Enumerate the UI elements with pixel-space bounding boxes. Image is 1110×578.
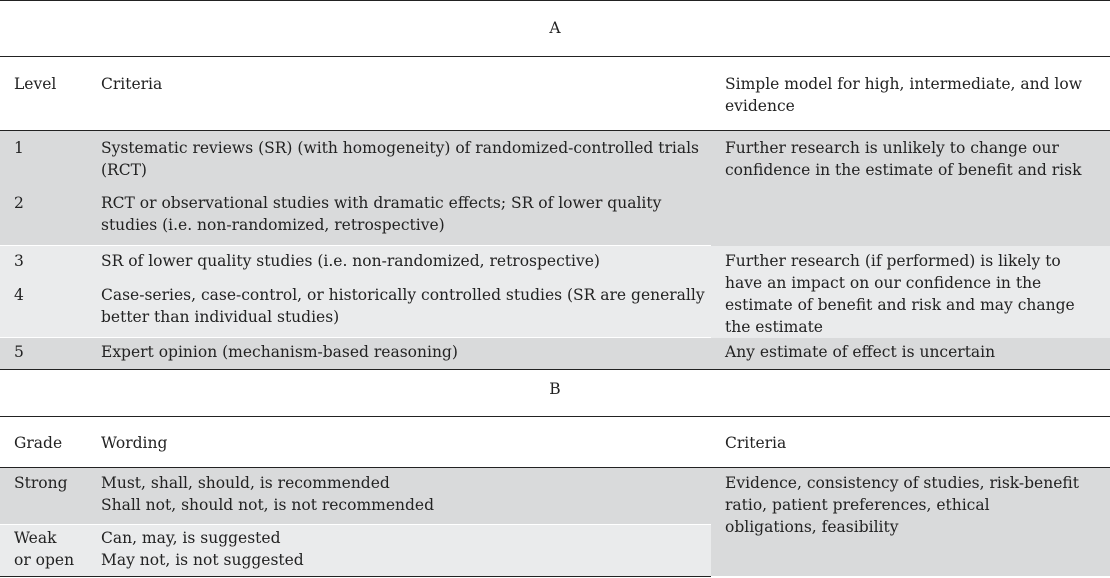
header-grade: Grade — [0, 417, 101, 468]
criteria-cell: Systematic reviews (SR) (with homogeneity) of randomized-controlled trials (RCT) — [101, 131, 711, 182]
criteria-cell: SR of lower quality studies (i.e. non-randomized, retrospective) — [101, 246, 711, 273]
header-wording: Wording — [101, 417, 711, 468]
section-header-row — [0, 362, 1110, 417]
wording-line: Must, shall, should, is recommended — [101, 474, 390, 492]
grade-cell — [0, 525, 101, 577]
column-header-row — [0, 417, 1110, 468]
criteria-cell: Case-series, case-control, or historically controlled studies (SR are generally better than individual studies) — [101, 273, 711, 338]
criteria-cell: RCT or observational studies with dramatic effects; SR of lower quality studies (i.e. non-randomized, retrospective) — [101, 181, 711, 246]
model-high-cell: Further research is unlikely to change our confidence in the estimate of benefit and risk — [711, 131, 1110, 246]
model-intermediate-cell: Further research (if performed) is likely to have an impact on our confidence in the estimate of benefit and risk and may change the estimate — [711, 246, 1110, 338]
criteria-cell: Expert opinion (mechanism-based reasoning) — [101, 338, 711, 370]
section-header-row — [0, 1, 1110, 57]
level-cell: 5 — [0, 338, 101, 370]
wording-line: Can, may, is suggested — [101, 529, 281, 547]
header-criteria: Criteria — [101, 57, 711, 131]
section-label-b: B — [0, 362, 1110, 417]
header-model: Simple model for high, intermediate, and low evidence — [711, 57, 1110, 131]
level-cell: 3 — [0, 246, 101, 273]
header-criteria: Criteria — [711, 417, 1110, 468]
grade-line: Weak — [14, 529, 57, 547]
grade-line: or open — [14, 551, 75, 569]
grade-cell: Strong — [0, 468, 101, 525]
wording-line: May not, is not suggested — [101, 551, 304, 569]
criteria-cell: Evidence, consistency of studies, risk-benefit ratio, patient preferences, ethical obligations, feasibility — [711, 468, 1110, 577]
level-cell: 4 — [0, 273, 101, 338]
wording-cell — [101, 468, 711, 525]
recommendation-grade-table — [0, 362, 1110, 577]
wording-line: Shall not, should not, is not recommended — [101, 496, 435, 514]
table-row — [0, 468, 1110, 525]
level-cell: 1 — [0, 131, 101, 182]
table-row — [0, 246, 1110, 273]
model-low-cell: Any estimate of effect is uncertain — [711, 338, 1110, 370]
level-cell: 2 — [0, 181, 101, 246]
wording-cell — [101, 525, 711, 577]
header-level: Level — [0, 57, 101, 131]
table-row — [0, 131, 1110, 182]
section-label-a: A — [0, 1, 1110, 57]
column-header-row — [0, 57, 1110, 131]
